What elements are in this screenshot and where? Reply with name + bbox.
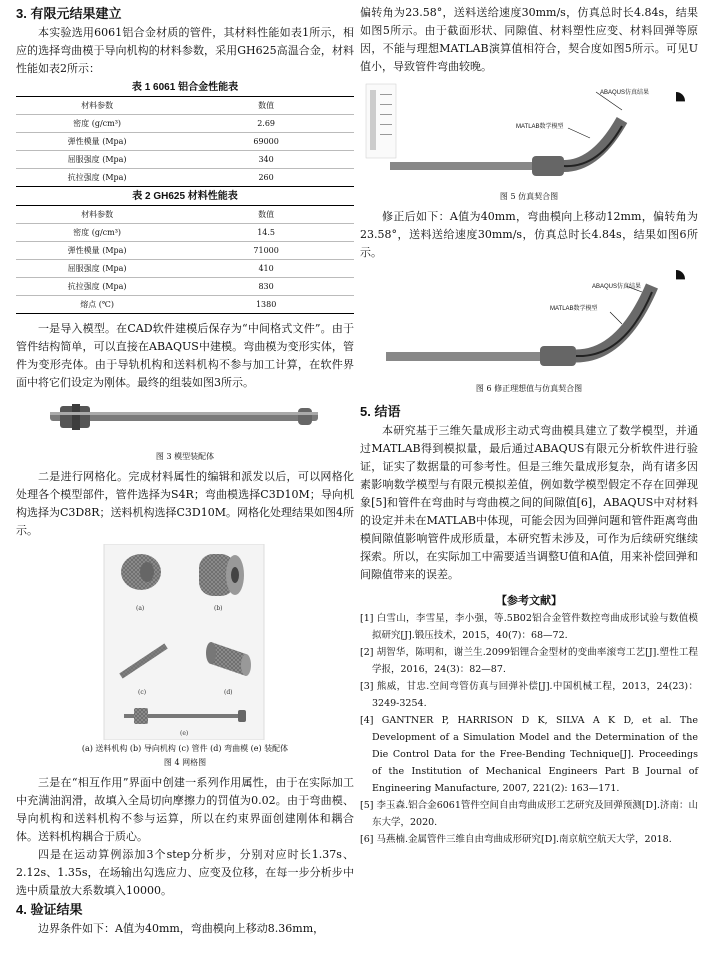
table-cell: 屈服强度 (Mpa) bbox=[16, 260, 178, 278]
mesh-feeding-mechanism bbox=[121, 554, 161, 590]
table-2-caption: 表 2 GH625 材料性能表 bbox=[132, 191, 238, 202]
subfig-label: (b) bbox=[214, 605, 223, 612]
figure-4-caption: 图 4 网格图 bbox=[163, 758, 207, 767]
table-row bbox=[16, 115, 354, 133]
reference-item: [6] 马燕楠.金属管件三维自由弯曲成形研究[D].南京航空航天大学，2018. bbox=[360, 834, 672, 845]
corrected-fit-image bbox=[360, 266, 698, 382]
simulation-fit-image bbox=[360, 80, 698, 190]
paragraph-continued: 偏转角为23.58°，送料送给速度30mm/s，仿真总时长4.84s，结果如图5所示。由于截面形状、同隙值、材料塑性应变、材料回弹等原因，不能与理想MATLAB演算值相符合，契合度如图5所示。可见U值小，导致管件弯曲较晚。 bbox=[360, 6, 698, 73]
figure-4 bbox=[16, 544, 354, 740]
left-column bbox=[16, 4, 354, 938]
figure-5 bbox=[360, 80, 698, 190]
table-cell: 密度 (g/cm³) bbox=[16, 224, 178, 242]
subfig-label: (e) bbox=[180, 730, 189, 737]
table-row bbox=[16, 278, 354, 296]
subfig-label: (d) bbox=[224, 689, 233, 696]
table-header: 数值 bbox=[178, 206, 354, 224]
references bbox=[360, 592, 698, 848]
mesh-guide-mechanism bbox=[199, 554, 244, 596]
table-header: 数值 bbox=[178, 97, 354, 115]
section-5-heading: 5. 结语 bbox=[360, 404, 401, 419]
table-cell: 屈服强度 (Mpa) bbox=[16, 151, 178, 169]
label-abaqus-result: ABAQUS仿真结果 bbox=[600, 90, 650, 96]
table-row bbox=[16, 169, 354, 187]
figure-3-caption: 图 3 模型装配体 bbox=[155, 452, 215, 461]
paragraph-2: 二是进行网格化。完成材料属性的编辑和派发以后，可以网格化处理各个模型部件，管件选择为S4R；弯曲模选择C3D10M；导向机构选择为C3D8R；送料机构选择C3D10M。网格化处理结果如图4所示。 bbox=[16, 470, 355, 537]
table-cell: 14.5 bbox=[178, 224, 354, 242]
reference-item: [5] 李玉森.铝合金6061管件空间自由弯曲成形工艺研究及回弹预测[D].济南：山东大学，2020. bbox=[360, 800, 698, 828]
table-row bbox=[16, 224, 354, 242]
table-cell: 密度 (g/cm³) bbox=[16, 115, 178, 133]
figure-6-caption: 图 6 修正理想值与仿真契合图 bbox=[475, 384, 583, 393]
figure-6 bbox=[360, 266, 698, 382]
table-cell: 71000 bbox=[178, 242, 354, 260]
paragraph-3: 三是在“相互作用”界面中创建一系列作用属性，由于在实际加工中充满油润滑，故填入全局切向摩擦力的罚值为0.02。由于弯曲模、导向机构和送料机构不参与运算，所以在约束界面创建刚体和耦合体。送料机构耦合于质心。 bbox=[16, 776, 354, 843]
table-row bbox=[16, 260, 354, 278]
section-3-heading: 3. 有限元结果建立 bbox=[16, 6, 122, 21]
subfig-label: (a) bbox=[136, 605, 145, 612]
table-row bbox=[16, 151, 354, 169]
table-cell: 830 bbox=[178, 278, 354, 296]
table-row bbox=[16, 296, 354, 314]
table-header: 材料参数 bbox=[16, 97, 178, 115]
mesh-images bbox=[16, 544, 354, 740]
table-1 bbox=[16, 96, 354, 187]
table-2 bbox=[16, 205, 354, 314]
right-column bbox=[360, 4, 698, 848]
table-cell: 340 bbox=[178, 151, 354, 169]
paragraph-conclusion: 本研究基于三维矢量成形主动式弯曲模具建立了数学模型，并通过MATLAB得到模拟量，最后通过ABAQUS有限元分析软件进行验证，证实了数据量的可参考性。但是三维矢量成形复杂，尚有诸多因素影响数学模型与有限元模拟差值，例如数学模型假定不存在回弹现象[5]和管件在弯曲时与弯曲模之间的间隙值[6]，ABAQUS中对材料的设定并未在MATLAB中体现，可能会因为回弹问题和管件距离弯曲模间隙值影响管件成形质量，本研究暂未涉及，可作为后续研究继续探索。所以，在实际加工中需要适当调整U值和A值，用来补偿回弹和间隙值带来的误差。 bbox=[360, 424, 698, 581]
table-cell: 1380 bbox=[255, 300, 277, 309]
figure-3 bbox=[16, 392, 354, 450]
table-header: 材料参数 bbox=[16, 206, 178, 224]
table-cell: 2.69 bbox=[178, 115, 354, 133]
table-1-caption: 表 1 6061 铝合金性能表 bbox=[131, 82, 239, 93]
reference-item: [3] 熊威，甘忠.空间弯管仿真与回弹补偿[J].中国机械工程，2013，24(23)：3249-3254. bbox=[360, 681, 698, 709]
assembly-model-image bbox=[16, 392, 354, 450]
paragraph-1: 一是导入模型。在CAD软件建模后保存为“中间格式文件”。由于管件结构简单，可以直接在ABAQUS中建模。弯曲模为变形实体，管件为变形壳体。由于导轨机构和送料机构不参与加工计算，在软件界面中将它们设定为刚体。最终的组装如图3所示。 bbox=[16, 322, 354, 389]
paragraph-intro: 本实验选用6061铝合金材质的管件，其材料性能如表1所示，相应的选择弯曲模于导向机构的材料参数，采用GH625高温合金，材料性能如表2所示： bbox=[16, 26, 354, 75]
table-cell: 260 bbox=[258, 173, 274, 182]
paragraph-4: 四是在运动算例添加3个step分析步，分别对应时长1.37s、2.12s、1.35s，在场输出勾选应力、应变及位移，在每一步分析步中选中质量放大系数填入10000。 bbox=[16, 848, 354, 897]
table-row bbox=[16, 242, 354, 260]
table-cell: 抗拉强度 (Mpa) bbox=[16, 278, 178, 296]
figure-5-caption: 图 5 仿真契合图 bbox=[499, 192, 559, 201]
subfig-label: (c) bbox=[138, 689, 147, 696]
figure-4-legend: (a) 送料机构 (b) 导向机构 (c) 管件 (d) 弯曲模 (e) 装配体 bbox=[81, 744, 289, 753]
reference-item: [4] GANTNER P, HARRISON D K, SILVA A K D, et al. The Development of a Simulation Model and the Determination of the Die Control Data for the Free-Bending Technique[J]. Proceedings of the Institution of Mechanical Engineers Part B Journal of Engineering Manufacture, 2007, 221(2): 163—171. bbox=[360, 715, 698, 794]
table-cell: 69000 bbox=[178, 133, 354, 151]
table-cell: 抗拉强度 (Mpa) bbox=[67, 173, 127, 182]
paragraph-6: 修正后如下：A值为40mm，弯曲模向上移动12mm，偏转角为23.58°，送料送给速度30mm/s，仿真总时长4.84s，结果如图6所示。 bbox=[360, 210, 698, 259]
table-row bbox=[16, 133, 354, 151]
table-cell: 熔点 (℃) bbox=[80, 300, 114, 309]
section-4-heading: 4. 验证结果 bbox=[16, 902, 83, 917]
reference-item: [2] 胡智华，陈明和，谢兰生.2099铝锂合金型材的变曲率滚弯工艺[J].塑性工程学报，2016，24(3)：82—87. bbox=[360, 647, 698, 675]
references-title: 【参考文献】 bbox=[496, 595, 562, 607]
paragraph-5: 边界条件如下：A值为40mm，弯曲模向上移动8.36mm， bbox=[38, 922, 325, 935]
table-cell: 弹性模量 (Mpa) bbox=[16, 133, 178, 151]
table-cell: 410 bbox=[178, 260, 354, 278]
label-abaqus-result: ABAQUS仿真结果 bbox=[592, 284, 642, 290]
reference-item: [1] 白雪山，李雪星，李小强，等.5B02铝合金管件数控弯曲成形试验与数值模拟研究[J].锻压技术，2015，40(7)：68—72. bbox=[360, 613, 698, 641]
label-matlab-model: MATLAB数学模型 bbox=[516, 124, 564, 130]
table-cell: 弹性模量 (Mpa) bbox=[16, 242, 178, 260]
label-matlab-model: MATLAB数学模型 bbox=[550, 306, 598, 312]
